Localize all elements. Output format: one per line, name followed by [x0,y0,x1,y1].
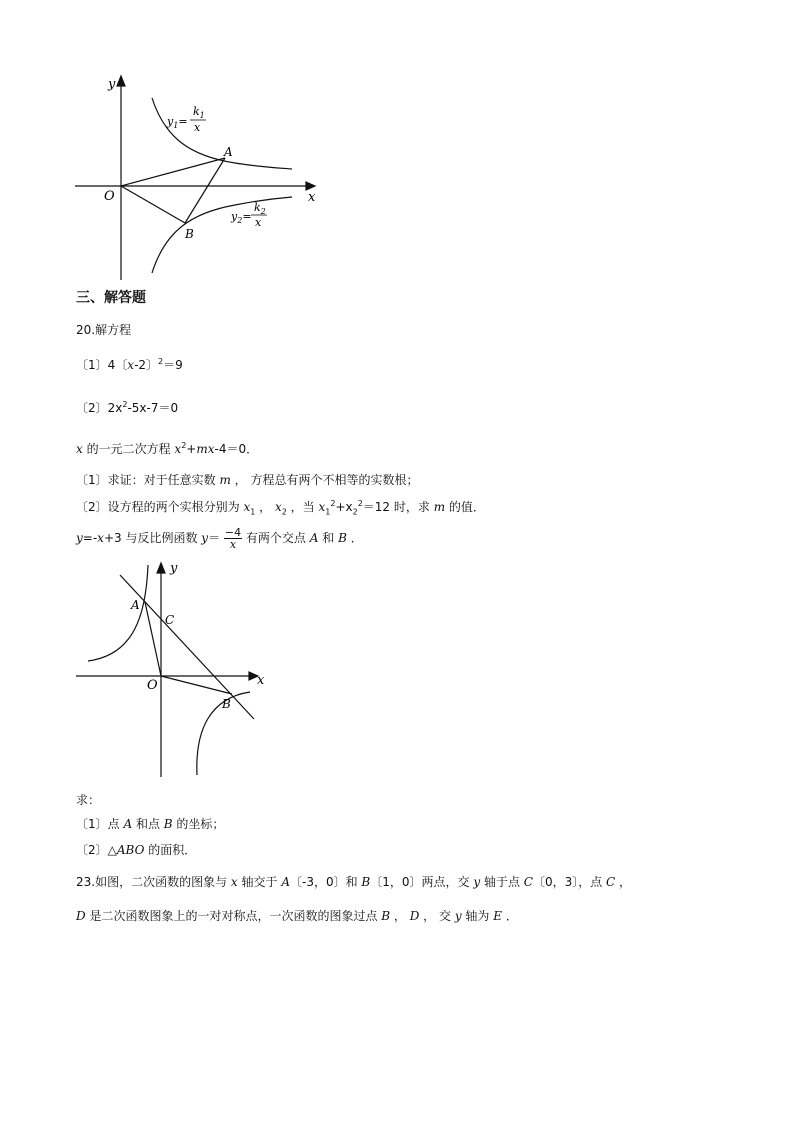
q22-ask: 求： [76,793,101,807]
y-axis-label: y [108,77,116,92]
svg-text:x: x [255,216,262,229]
origin-label: O [147,678,158,693]
hyperbola-upper-left [88,565,148,661]
svg-text:k2: $k_2$ [254,201,266,216]
svg-text:y1=: $y_1=$ [167,115,188,130]
figure-hyperbolas-oab [60,70,330,285]
q23-line2: D 是二次函数图象上的一对对称点，一次函数的图象过点 B ， D ， 交 y 轴为 E ． [76,909,518,923]
point-a-label: A [224,145,233,159]
point-b-label: B [185,227,194,241]
y-axis-arrow [157,563,165,573]
q21-intro: x 的一元二次方程 $x^2+mx-4=0$． [76,441,259,456]
q20-part1: 〔1〕4〔x-2〕$^2$＝9 [76,357,183,372]
figure-line-hyperbola [72,555,282,785]
line-y-eq-neg-x-plus-3 [120,575,254,719]
q23-line1: 23.如图，二次函数的图象与 x 轴交于 A〔-3，0〕和 B〔1，0〕两点，交 y 轴于点 C〔0，3〕，点 C ， [76,875,632,889]
point-a-label: A [131,598,140,612]
q20-part2: 〔2〕$2x^2-5x-7=0$ [76,400,179,415]
q22-statement: y=-x+3 与反比例函数 y＝ $\frac{-4}{x}$ 有两个交点 A 和 B ． [76,526,363,551]
fraction-neg4-over-x: $\frac{-4}{x}$ [224,526,242,551]
q20-title: 20.解方程 [76,323,132,337]
segment-ob [121,186,185,223]
x-axis-arrow [306,182,315,190]
svg-text:k1: $k_1$ [193,105,205,120]
y-axis-label: y [170,561,178,576]
svg-text:y2=: $y_2=$ [231,210,252,225]
svg-text:x: x [194,121,201,134]
point-b-label: B [222,697,231,711]
q22-part2: 〔2〕△ABO 的面积． [76,843,197,857]
point-c-label: C [165,613,175,627]
section-heading: 三、解答题 [76,290,146,306]
curve-y1-label [166,105,206,134]
origin-label: O [104,189,115,204]
x-axis-label: x [308,190,316,205]
x-axis-label: x [257,673,265,688]
segment-ob [161,676,232,694]
y-axis-arrow [117,76,125,86]
hyperbola-y2 [152,197,292,273]
segment-oa [121,158,225,186]
segment-oa [145,602,161,676]
q22-part1: 〔1〕点 A 和点 B 的坐标； [76,817,225,831]
q21-part2: 〔2〕设方程的两个实根分别为 $x_1$ ， $x_2$ ，当 $x_1^2+x_2^2=12$ 时，求 m 的值． [76,499,485,517]
q21-part1: 〔1〕求证：对于任意实数 m ， 方程总有两个不相等的实数根； [76,473,419,487]
